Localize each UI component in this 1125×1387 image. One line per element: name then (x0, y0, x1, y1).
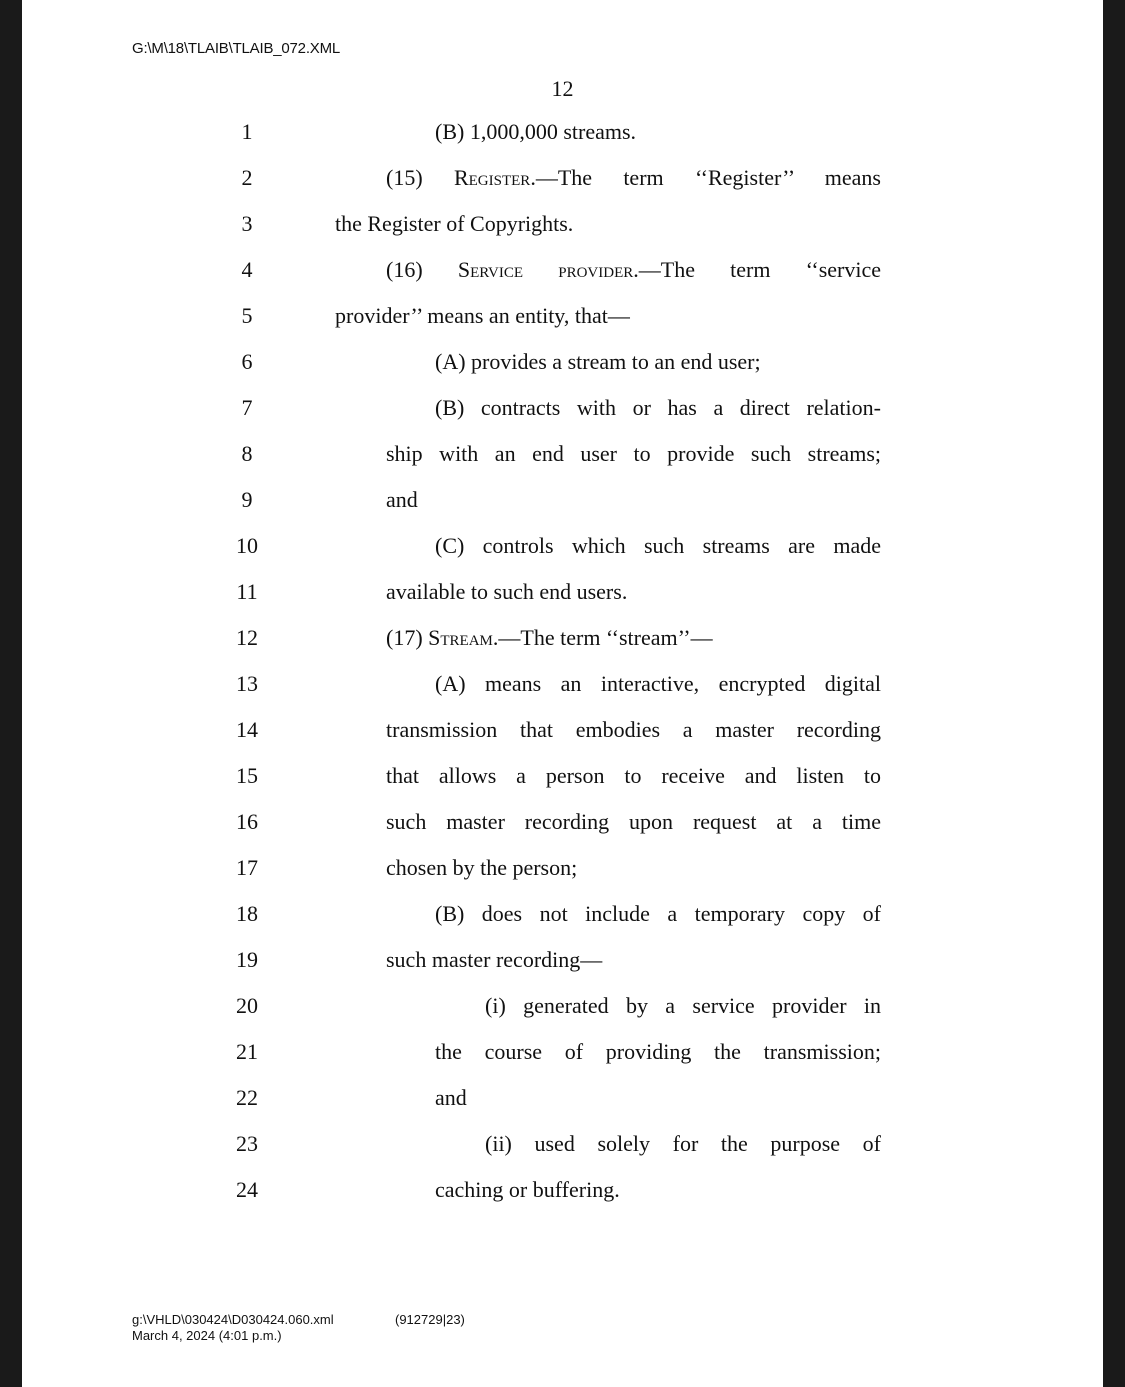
term-heading: Service provider (457, 257, 634, 282)
definition-text: .—The term ‘‘Register’’ means (530, 165, 881, 190)
term-heading: Register (453, 165, 531, 190)
text-line (22, 849, 1103, 895)
line-text: (B) 1,000,000 streams. (435, 119, 637, 144)
line-number: 21 (236, 1039, 258, 1064)
line-number: 5 (241, 303, 253, 328)
document-page (22, 0, 1103, 1387)
line-number: 14 (236, 717, 258, 742)
line-text: the Register of Copyrights. (335, 211, 574, 236)
line-text: (C) controls which such streams are made (435, 533, 881, 558)
paragraph-number: (15) (386, 165, 454, 190)
text-line (22, 297, 1103, 343)
line-text: provider’’ means an entity, that— (335, 303, 630, 328)
paragraph-number: (17) (386, 625, 429, 650)
line-text: and (386, 487, 418, 512)
line-text: and (435, 1085, 467, 1110)
line-number: 16 (236, 809, 258, 834)
line-number: 2 (241, 165, 253, 190)
line-number: 9 (241, 487, 253, 512)
line-number: 17 (236, 855, 258, 880)
line-number: 7 (241, 395, 253, 420)
line-text (386, 251, 881, 289)
text-line (22, 343, 1103, 389)
text-line (22, 711, 1103, 757)
text-line (22, 159, 1103, 205)
text-line (22, 665, 1103, 711)
text-line (22, 1125, 1103, 1171)
line-text: the course of providing the transmission; (435, 1039, 881, 1064)
viewer-frame-right (1103, 0, 1125, 1387)
line-number: 19 (236, 947, 258, 972)
file-path-header: G:\M\18\TLAIB\TLAIB_072.XML (132, 40, 341, 57)
text-line (22, 941, 1103, 987)
text-line (22, 987, 1103, 1033)
term-heading: Stream (428, 625, 493, 650)
line-number: 6 (241, 349, 253, 374)
footer-file-path: g:\VHLD\030424\D030424.060.xml (132, 1312, 334, 1327)
line-number: 12 (236, 625, 258, 650)
line-number: 8 (241, 441, 253, 466)
line-number: 11 (236, 579, 258, 604)
line-text: such master recording— (386, 947, 603, 972)
footer-document-code: (912729|23) (395, 1312, 465, 1327)
line-number: 13 (236, 671, 258, 696)
line-text: caching or buffering. (435, 1177, 620, 1202)
line-text: chosen by the person; (386, 855, 578, 880)
page-number: 12 (551, 76, 574, 101)
text-line (22, 389, 1103, 435)
text-line (22, 895, 1103, 941)
line-text: (A) means an interactive, encrypted digital (435, 671, 881, 696)
line-number: 18 (236, 901, 258, 926)
text-line (22, 205, 1103, 251)
text-line (22, 803, 1103, 849)
line-text: (ii) used solely for the purpose of (485, 1131, 881, 1156)
line-text (386, 159, 881, 197)
text-line (22, 1033, 1103, 1079)
line-text: (A) provides a stream to an end user; (435, 349, 761, 374)
line-text: such master recording upon request at a time (386, 809, 881, 834)
text-line (22, 435, 1103, 481)
text-line (22, 757, 1103, 803)
footer-date: March 4, 2024 (4:01 p.m.) (132, 1328, 282, 1343)
line-number: 15 (236, 763, 258, 788)
line-number: 4 (241, 257, 253, 282)
line-text: transmission that embodies a master recording (386, 717, 881, 742)
line-number: 24 (236, 1177, 258, 1202)
paragraph-number: (16) (386, 257, 458, 282)
page-footer (132, 1312, 334, 1344)
text-line (22, 619, 1103, 665)
line-text: (B) contracts with or has a direct relation- (435, 395, 881, 420)
line-text: (B) does not include a temporary copy of (435, 901, 881, 926)
line-text: (i) generated by a service provider in (485, 993, 881, 1018)
line-number: 20 (236, 993, 258, 1018)
text-line (22, 527, 1103, 573)
line-text: that allows a person to receive and listen to (386, 763, 881, 788)
line-number: 3 (241, 211, 253, 236)
text-line (22, 1079, 1103, 1125)
definition-text: .—The term ‘‘stream’’— (492, 625, 713, 650)
line-text: available to such end users. (386, 579, 628, 604)
line-number: 22 (236, 1085, 258, 1110)
line-text: ship with an end user to provide such streams; (386, 441, 881, 466)
line-text (386, 619, 881, 657)
text-line (22, 1171, 1103, 1217)
line-number: 1 (241, 119, 253, 144)
text-line (22, 481, 1103, 527)
bill-text (22, 113, 1103, 1217)
line-number: 23 (236, 1131, 258, 1156)
text-line (22, 573, 1103, 619)
viewer-frame-left (0, 0, 22, 1387)
definition-text: .—The term ‘‘service (633, 257, 881, 282)
text-line (22, 113, 1103, 159)
text-line (22, 251, 1103, 297)
line-number: 10 (236, 533, 258, 558)
